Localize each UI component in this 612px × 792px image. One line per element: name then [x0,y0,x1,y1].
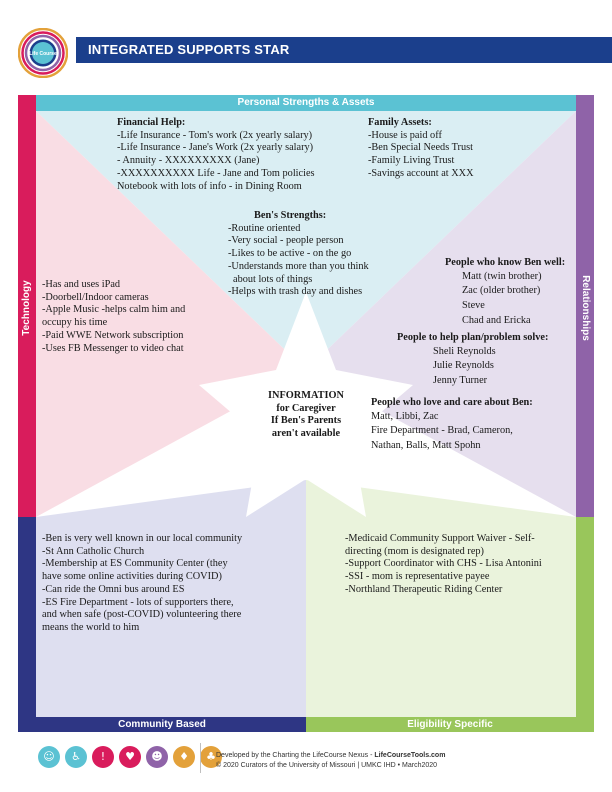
list-item: -XXXXXXXXXX Life - Jane and Tom policies [117,167,315,179]
list-item: Notebook with lots of info - in Dining Room [117,180,302,192]
list-item: -ES Fire Department - lots of supporters there, [42,596,234,608]
citizenship-icon: ♦ [173,746,195,768]
list-item: Steve [462,300,485,312]
list-item: -Uses FB Messenger to video chat [42,342,184,354]
list-item: means the world to him [42,621,140,633]
strengths-block [228,210,369,299]
eligibility-block [345,533,542,597]
band-label-technology: Technology [21,280,32,336]
list-item: -Routine oriented [228,222,301,234]
list-item: -Can ride the Omni bus around ES [42,583,185,595]
list-item: -Ben is very well known in our local community [42,533,243,544]
list-item: -Northland Therapeutic Riding Center [345,583,503,595]
footer-site-link[interactable]: LifeCourseTools.com [374,752,446,759]
love-ben-heading: People who love and care about Ben: [371,397,533,408]
list-item: -Medicaid Community Support Waiver - Self- [345,533,535,544]
list-item: -Membership at ES Community Center (they [42,558,228,570]
technology-block [42,279,185,355]
help-plan-heading: People to help plan/problem solve: [397,332,549,343]
list-item: -Helps with trash day and dishes [228,286,363,298]
list-item: -Ben Special Needs Trust [368,142,473,154]
star-center-text [246,390,366,441]
footer-icons [38,746,222,770]
safety-icon: ! [92,746,114,768]
list-item: -SSI - mom is representative payee [345,571,490,583]
family-assets-heading: Family Assets: [368,117,432,128]
list-item: -Life Insurance - Tom's work (2x yearly salary) [117,129,313,141]
know-ben-heading: People who know Ben well: [445,257,566,268]
list-item: Chad and Ericka [462,314,531,326]
list-item: -Likes to be active - on the go [228,248,352,260]
list-item: directing (mom is designated rep) [345,545,484,557]
list-item: -Paid WWE Network subscription [42,329,184,341]
social-icon: ☻ [146,746,168,768]
footer-divider [200,743,201,773]
relationships-love-block [371,397,533,453]
bottom-right-region [306,480,576,717]
list-item: Matt, Libbi, Zac [371,410,439,422]
relationships-know-block [445,257,565,328]
list-item: -Support Coordinator with CHS - Lisa Antonini [345,558,542,570]
list-item: - Annuity - XXXXXXXXX (Jane) [117,155,260,167]
list-item: -Has and uses iPad [42,279,121,290]
list-item: -Apple Music -helps calm him and [42,304,186,316]
list-item: Fire Department - Brad, Cameron, [371,425,513,437]
star-line: If Ben's Parents [270,415,342,427]
list-item: Sheli Reynolds [433,345,496,357]
list-item: -Understands more than you think [228,260,369,272]
community-icon: ♿ [65,746,87,768]
list-item: -St Ann Catholic Church [42,545,145,557]
star-line: INFORMATION [268,390,344,401]
band-label-community-based: Community Based [118,719,206,730]
list-item: Matt (twin brother) [462,270,542,282]
band-label-eligibility-specific: Eligibility Specific [407,719,493,730]
healthy-living-icon: ♥ [119,746,141,768]
list-item: have some online activities during COVID) [42,571,222,583]
family-assets-block [368,117,474,181]
advocacy-icon: ♣ [200,746,222,768]
footer-copyright: © 2020 Curators of the University of Missouri | UMKC IHD • March2020 [216,761,438,769]
star-line: for Caregiver [276,402,336,414]
list-item: Nathan, Balls, Matt Spohn [371,440,481,452]
list-item: -House is paid off [368,129,442,141]
list-item: -Doorbell/Indoor cameras [42,291,149,303]
list-item: -Very social - people person [228,235,344,247]
list-item: Jenny Turner [433,375,488,387]
financial-help-block [117,117,315,193]
star-line: aren't available [271,428,341,440]
list-item: -Life Insurance - Jane's Work (2x yearly salary) [117,142,314,154]
bottom-left-frame [18,517,36,732]
footer-credits [216,751,445,770]
list-item: -Savings account at XXX [368,167,474,179]
page-title: INTEGRATED SUPPORTS STAR [76,37,612,63]
community-block [42,533,242,635]
band-label-personal-strengths: Personal Strengths & Assets [237,97,375,108]
list-item: occupy his time [42,317,108,329]
relationships-help-block [397,332,548,388]
list-item: -Family Living Trust [368,155,455,167]
list-item: and when safe (post-COVID) volunteering there [42,609,242,621]
financial-help-heading: Financial Help: [117,117,186,128]
list-item: Zac (older brother) [462,285,541,297]
list-item: about lots of things [233,273,313,285]
daily-life-icon: ☺ [38,746,60,768]
logo-text: Life Course [29,51,57,57]
list-item: Julie Reynolds [433,360,494,372]
strengths-heading: Ben's Strengths: [254,210,327,221]
footer-developed-by: Developed by the Charting the LifeCourse Nexus - [216,752,375,759]
band-label-relationships: Relationships [580,275,591,341]
bottom-right-frame [576,517,594,732]
